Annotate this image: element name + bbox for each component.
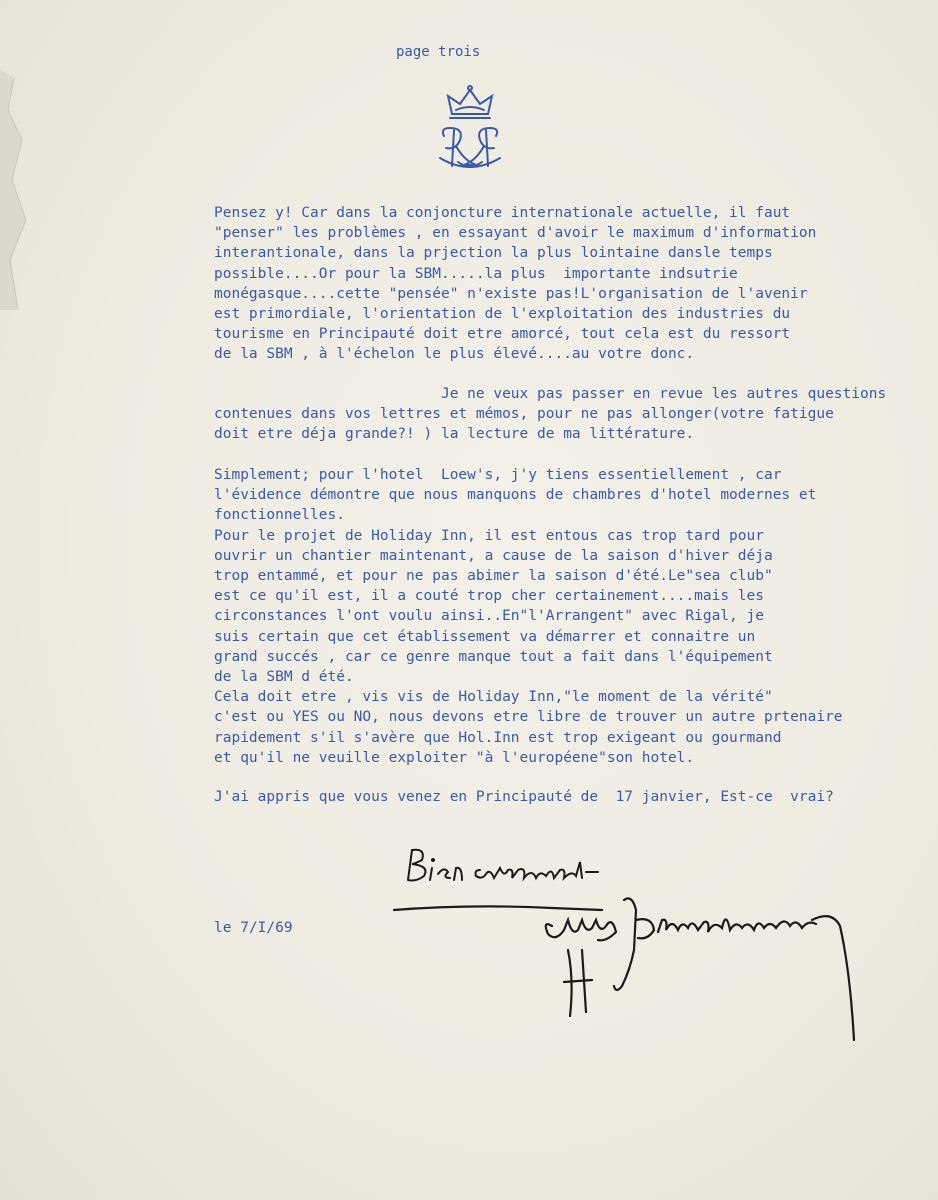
torn-edge (0, 70, 60, 310)
date-line: le 7/I/69 (214, 920, 293, 936)
paragraph-4: J'ai appris que vous venez en Principauté de 17 janvier, Est-ce vrai? (214, 789, 834, 805)
paragraph-2: Je ne veux pas passer en revue les autres questions contenues dans vos lettres et mémos, pour ne pas allonger(votre fatigue doit etre déja grande?! ) la lecture de ma littérature. (214, 386, 887, 443)
paragraph-3: Simplement; pour l'hotel Loew's, j'y tiens essentiellement , car l'évidence démontre que nous manquons de chambres d'hotel modernes et fonctionnelles. Pour le projet de Holiday Inn, il est entous cas trop tard pour ouvrir un chantier maintenant, a cause de la saison d'hiver déja trop entammé, et pour ne pas abimer la saison d'été.Le"sea club" est ce qu'il est, il a couté trop cher certainement....mais les circonstances l'ont voulu ainsi..En"l'Arrangent" avec Rigal, je suis certain que cet établissement va démarrer et connaitre un grand succés , car ce genre manque tout a fait dans l'équipement de la SBM d été. Cela doit etre , vis vis de Holiday Inn,"le moment de la vérité" c'est ou YES ou NO, nous devons etre libre de trouver un autre prtenaire rapidement s'il s'avère que Hol.Inn est trop exigeant ou gourmand et qu'il ne veuille exploiter "à l'européene"son hotel. (214, 467, 843, 766)
crowned-monogram-crest-icon (430, 84, 510, 176)
paragraph-1: Pensez y! Car dans la conjoncture internationale actuelle, il faut "penser" les problèmes , en essayant d'avoir le maximum d'information interantionale, dans la prjection la plus lointaine dansle temps possible....Or pour la SBM.....la plus importante indsutrie monégasque....cette "pensée" n'existe pas!L'organisation de l'avenir est primordiale, l'orientation de l'exploitation des industries du tourisme en Principauté doit etre amorcé, tout cela est du ressort de la SBM , à l'échelon le plus élevé....au votre donc. (214, 205, 817, 363)
handwritten-signature (392, 890, 862, 1050)
page-label: page trois (396, 44, 481, 60)
handwritten-closing (400, 840, 630, 890)
